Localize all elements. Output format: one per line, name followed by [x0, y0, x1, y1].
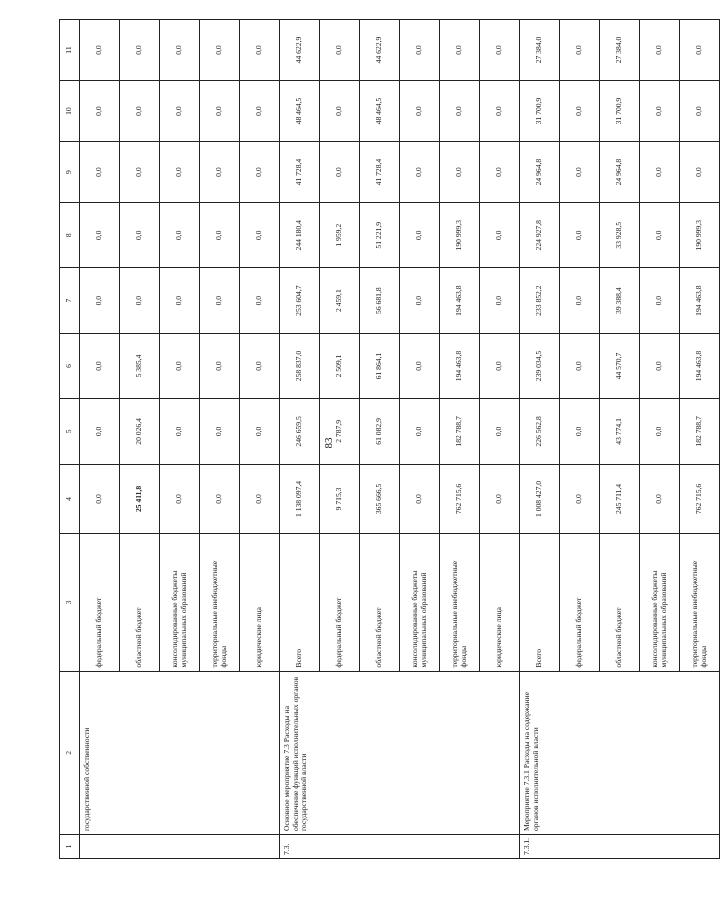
value-cell: 0,0 [400, 464, 440, 534]
value-cell: 194 463,8 [680, 268, 720, 333]
value-cell: 0,0 [240, 399, 280, 464]
header-cell: 4 [60, 464, 80, 534]
funding-source-cell: федеральный бюджет [80, 534, 120, 671]
value-cell: 0,0 [200, 81, 240, 142]
item-code-cell [80, 835, 280, 859]
value-cell: 0,0 [200, 20, 240, 81]
value-cell: 25 411,8 [120, 464, 160, 534]
value-cell: 1 959,2 [320, 203, 360, 268]
value-cell: 0,0 [200, 399, 240, 464]
header-cell: 2 [60, 671, 80, 834]
value-cell: 0,0 [400, 142, 440, 203]
value-cell: 0,0 [400, 81, 440, 142]
value-cell: 0,0 [680, 142, 720, 203]
value-cell: 0,0 [80, 203, 120, 268]
value-cell: 43 774,1 [600, 399, 640, 464]
value-cell: 0,0 [560, 20, 600, 81]
value-cell: 0,0 [640, 20, 680, 81]
value-cell: 0,0 [160, 268, 200, 333]
value-cell: 0,0 [640, 142, 680, 203]
value-cell: 0,0 [160, 81, 200, 142]
value-cell: 0,0 [240, 81, 280, 142]
value-cell: 233 852,2 [520, 268, 560, 333]
value-cell: 194 463,8 [440, 268, 480, 333]
value-cell: 2 459,1 [320, 268, 360, 333]
value-cell: 0,0 [200, 142, 240, 203]
value-cell: 0,0 [120, 268, 160, 333]
value-cell: 0,0 [160, 464, 200, 534]
funding-source-cell: областной бюджет [120, 534, 160, 671]
value-cell: 27 384,0 [520, 20, 560, 81]
funding-source-cell: территориальные внебюджетные фонды [440, 534, 480, 671]
value-cell: 0,0 [80, 464, 120, 534]
funding-source-cell: федеральный бюджет [320, 534, 360, 671]
table-row [280, 20, 320, 859]
funding-source-cell: областной бюджет [600, 534, 640, 671]
value-cell: 239 034,5 [520, 333, 560, 398]
value-cell: 56 681,8 [360, 268, 400, 333]
value-cell: 0,0 [480, 142, 520, 203]
value-cell: 0,0 [80, 20, 120, 81]
funding-source-cell: федеральный бюджет [560, 534, 600, 671]
item-code-cell: 7.3.1. [520, 835, 720, 859]
value-cell: 253 604,7 [280, 268, 320, 333]
value-cell: 0,0 [160, 203, 200, 268]
value-cell: 0,0 [160, 399, 200, 464]
value-cell: 0,0 [480, 333, 520, 398]
header-cell: 6 [60, 333, 80, 398]
value-cell: 0,0 [120, 203, 160, 268]
value-cell: 0,0 [120, 81, 160, 142]
value-cell: 0,0 [560, 268, 600, 333]
value-cell: 1 138 097,4 [280, 464, 320, 534]
funding-source-cell: Всего [280, 534, 320, 671]
value-cell: 0,0 [560, 81, 600, 142]
value-cell: 0,0 [480, 203, 520, 268]
rotated-table-container [59, 19, 708, 859]
value-cell: 0,0 [400, 268, 440, 333]
item-name-cell: Мероприятие 7.3.1 Расходы на содержание органов исполнительной власти [520, 671, 720, 834]
value-cell: 2 787,9 [320, 399, 360, 464]
value-cell: 0,0 [640, 399, 680, 464]
table-row [520, 20, 560, 859]
value-cell: 2 509,1 [320, 333, 360, 398]
value-cell: 762 715,6 [440, 464, 480, 534]
value-cell: 0,0 [240, 20, 280, 81]
value-cell: 0,0 [640, 268, 680, 333]
value-cell: 0,0 [200, 333, 240, 398]
value-cell: 0,0 [400, 333, 440, 398]
value-cell: 226 562,8 [520, 399, 560, 464]
value-cell: 0,0 [160, 333, 200, 398]
value-cell: 39 388,4 [600, 268, 640, 333]
value-cell: 0,0 [80, 399, 120, 464]
value-cell: 0,0 [240, 203, 280, 268]
value-cell: 0,0 [640, 464, 680, 534]
header-cell: 10 [60, 81, 80, 142]
value-cell: 0,0 [120, 142, 160, 203]
header-cell: 11 [60, 20, 80, 81]
value-cell: 24 964,8 [520, 142, 560, 203]
value-cell: 0,0 [440, 81, 480, 142]
value-cell: 0,0 [200, 464, 240, 534]
value-cell: 0,0 [320, 81, 360, 142]
value-cell: 0,0 [400, 20, 440, 81]
value-cell: 365 666,5 [360, 464, 400, 534]
value-cell: 0,0 [240, 333, 280, 398]
value-cell: 0,0 [440, 20, 480, 81]
value-cell: 0,0 [120, 20, 160, 81]
value-cell: 224 927,8 [520, 203, 560, 268]
value-cell: 190 999,3 [440, 203, 480, 268]
value-cell: 0,0 [560, 333, 600, 398]
funding-source-cell: юридические лица [240, 534, 280, 671]
funding-source-cell: юридические лица [480, 534, 520, 671]
table-row [80, 20, 120, 859]
funding-source-cell: консолидированные бюджеты муниципальных образований [640, 534, 680, 671]
value-cell: 0,0 [80, 142, 120, 203]
value-cell: 0,0 [680, 81, 720, 142]
value-cell: 0,0 [440, 142, 480, 203]
value-cell: 41 728,4 [280, 142, 320, 203]
value-cell: 0,0 [80, 333, 120, 398]
value-cell: 31 700,9 [600, 81, 640, 142]
value-cell: 27 384,0 [600, 20, 640, 81]
item-name-cell: государственной собственности [80, 671, 280, 834]
value-cell: 244 180,4 [280, 203, 320, 268]
value-cell: 61 864,1 [360, 333, 400, 398]
header-cell: 1 [60, 835, 80, 859]
value-cell: 0,0 [240, 268, 280, 333]
value-cell: 0,0 [480, 81, 520, 142]
value-cell: 24 964,8 [600, 142, 640, 203]
value-cell: 182 788,7 [440, 399, 480, 464]
value-cell: 0,0 [160, 20, 200, 81]
value-cell: 0,0 [480, 399, 520, 464]
item-code-cell: 7.3. [280, 835, 520, 859]
value-cell: 20 026,4 [120, 399, 160, 464]
value-cell: 0,0 [640, 81, 680, 142]
value-cell: 0,0 [400, 399, 440, 464]
value-cell: 0,0 [80, 81, 120, 142]
value-cell: 41 728,4 [360, 142, 400, 203]
budget-table [59, 19, 720, 859]
value-cell: 0,0 [640, 333, 680, 398]
value-cell: 0,0 [560, 203, 600, 268]
value-cell: 0,0 [560, 142, 600, 203]
value-cell: 33 928,5 [600, 203, 640, 268]
header-cell: 9 [60, 142, 80, 203]
value-cell: 5 385,4 [120, 333, 160, 398]
value-cell: 61 082,9 [360, 399, 400, 464]
value-cell: 245 711,4 [600, 464, 640, 534]
value-cell: 44 622,9 [360, 20, 400, 81]
value-cell: 0,0 [320, 20, 360, 81]
value-cell: 1 008 427,0 [520, 464, 560, 534]
value-cell: 0,0 [200, 268, 240, 333]
funding-source-cell: консолидированные бюджеты муниципальных образований [400, 534, 440, 671]
value-cell: 0,0 [640, 203, 680, 268]
budget-table-body [60, 20, 720, 859]
value-cell: 194 463,8 [680, 333, 720, 398]
value-cell: 44 622,9 [280, 20, 320, 81]
value-cell: 190 999,3 [680, 203, 720, 268]
funding-source-cell: территориальные внебюджетные фонды [200, 534, 240, 671]
value-cell: 0,0 [240, 142, 280, 203]
header-cell: 3 [60, 534, 80, 671]
value-cell: 246 659,5 [280, 399, 320, 464]
header-row [60, 20, 80, 859]
value-cell: 0,0 [480, 464, 520, 534]
header-cell: 5 [60, 399, 80, 464]
funding-source-cell: консолидированные бюджеты муниципальных образований [160, 534, 200, 671]
value-cell: 44 570,7 [600, 333, 640, 398]
page-number: 83 [323, 437, 335, 449]
value-cell: 258 837,0 [280, 333, 320, 398]
item-name-cell: Основное мероприятие 7.3 Расходы на обеспечение функций исполнительных органов государственной власти [280, 671, 520, 834]
value-cell: 0,0 [400, 203, 440, 268]
value-cell: 0,0 [240, 464, 280, 534]
value-cell: 182 788,7 [680, 399, 720, 464]
value-cell: 0,0 [480, 20, 520, 81]
value-cell: 0,0 [680, 20, 720, 81]
value-cell: 9 715,3 [320, 464, 360, 534]
value-cell: 0,0 [560, 399, 600, 464]
value-cell: 0,0 [200, 203, 240, 268]
value-cell: 31 700,9 [520, 81, 560, 142]
funding-source-cell: областной бюджет [360, 534, 400, 671]
value-cell: 51 221,9 [360, 203, 400, 268]
value-cell: 0,0 [560, 464, 600, 534]
value-cell: 762 715,6 [680, 464, 720, 534]
header-cell: 8 [60, 203, 80, 268]
value-cell: 48 464,5 [280, 81, 320, 142]
value-cell: 0,0 [80, 268, 120, 333]
value-cell: 0,0 [480, 268, 520, 333]
value-cell: 0,0 [320, 142, 360, 203]
value-cell: 0,0 [160, 142, 200, 203]
funding-source-cell: Всего [520, 534, 560, 671]
header-cell: 7 [60, 268, 80, 333]
value-cell: 194 463,8 [440, 333, 480, 398]
funding-source-cell: территориальные внебюджетные фонды [680, 534, 720, 671]
value-cell: 48 464,5 [360, 81, 400, 142]
